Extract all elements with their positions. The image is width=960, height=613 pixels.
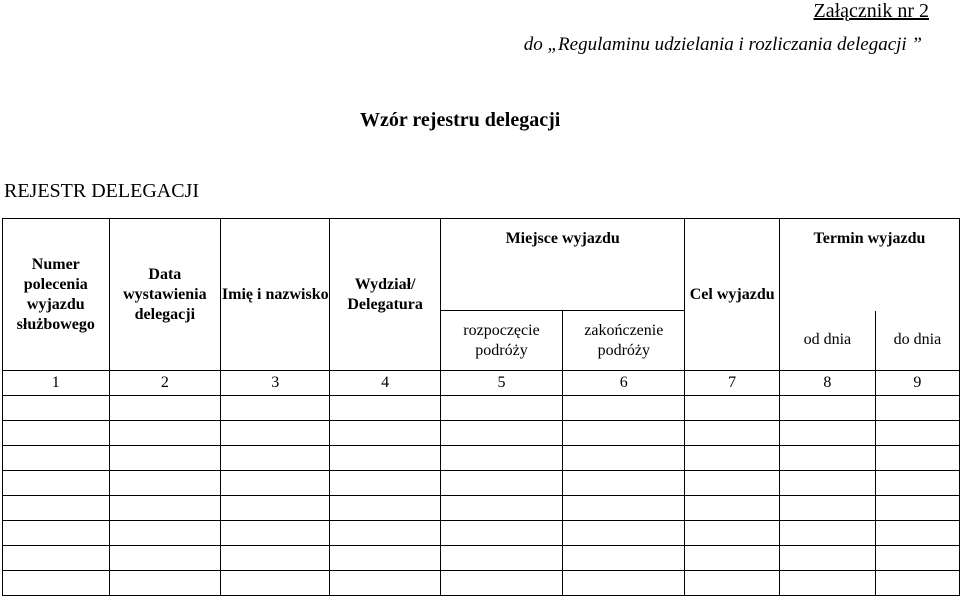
table-cell[interactable] xyxy=(3,571,110,596)
table-cell[interactable] xyxy=(3,421,110,446)
table-cell[interactable] xyxy=(779,521,875,546)
table-cell[interactable] xyxy=(685,546,779,571)
table-cell[interactable] xyxy=(440,521,562,546)
attachment-header xyxy=(814,0,930,22)
table-cell[interactable] xyxy=(875,421,959,446)
table-cell[interactable] xyxy=(330,546,440,571)
table-cell[interactable] xyxy=(109,546,221,571)
table-cell[interactable] xyxy=(875,496,959,521)
table-cell[interactable] xyxy=(563,396,685,421)
table-cell[interactable] xyxy=(779,571,875,596)
table-cell[interactable] xyxy=(440,421,562,446)
table-cell[interactable] xyxy=(685,396,779,421)
table-cell[interactable] xyxy=(563,571,685,596)
table-cell[interactable] xyxy=(3,546,110,571)
table-cell[interactable] xyxy=(109,496,221,521)
table-cell[interactable] xyxy=(875,396,959,421)
column-number: 2 xyxy=(109,371,221,396)
table-cell[interactable] xyxy=(109,421,221,446)
table-row xyxy=(3,421,960,446)
subheader-term-to: do dnia xyxy=(875,311,959,371)
form-title: Wzór rejestru delegacji xyxy=(360,109,561,131)
table-cell[interactable] xyxy=(221,421,330,446)
table-cell[interactable] xyxy=(563,546,685,571)
table-cell[interactable] xyxy=(221,446,330,471)
table-row xyxy=(3,496,960,521)
table-cell[interactable] xyxy=(221,546,330,571)
column-header-departure-place: Miejsce wyjazdu xyxy=(440,219,685,311)
table-cell[interactable] xyxy=(330,396,440,421)
column-number: 1 xyxy=(3,371,110,396)
table-cell[interactable] xyxy=(330,521,440,546)
column-number-row xyxy=(3,371,960,396)
table-cell[interactable] xyxy=(779,546,875,571)
table-cell[interactable] xyxy=(330,571,440,596)
table-cell[interactable] xyxy=(3,471,110,496)
table-cell[interactable] xyxy=(685,571,779,596)
table-row xyxy=(3,446,960,471)
regulation-reference: do „Regulaminu udzielania i rozliczania delegacji ” xyxy=(523,34,922,55)
table-cell[interactable] xyxy=(779,396,875,421)
table-cell[interactable] xyxy=(109,521,221,546)
table-row xyxy=(3,521,960,546)
table-cell[interactable] xyxy=(330,471,440,496)
table-cell[interactable] xyxy=(563,471,685,496)
subheader-departure-start: rozpoczęcie podróży xyxy=(440,311,562,371)
table-cell[interactable] xyxy=(330,421,440,446)
table-cell[interactable] xyxy=(685,421,779,446)
table-cell[interactable] xyxy=(3,396,110,421)
column-header-order-number: Numer polecenia wyjazdu służbowego xyxy=(3,219,110,371)
table-cell[interactable] xyxy=(685,471,779,496)
table-cell[interactable] xyxy=(3,521,110,546)
table-cell[interactable] xyxy=(779,471,875,496)
delegation-register-table xyxy=(2,218,960,596)
table-cell[interactable] xyxy=(3,496,110,521)
table-cell[interactable] xyxy=(875,571,959,596)
table-cell[interactable] xyxy=(109,471,221,496)
subheader-departure-end: zakończenie podróży xyxy=(563,311,685,371)
table-cell[interactable] xyxy=(330,446,440,471)
table-cell[interactable] xyxy=(685,446,779,471)
table-cell[interactable] xyxy=(779,421,875,446)
table-cell[interactable] xyxy=(875,546,959,571)
table-cell[interactable] xyxy=(109,396,221,421)
table-cell[interactable] xyxy=(779,446,875,471)
registry-title: REJESTR DELEGACJI xyxy=(4,180,199,202)
column-number: 5 xyxy=(440,371,562,396)
table-cell[interactable] xyxy=(875,471,959,496)
column-header-issue-date: Data wystawienia delegacji xyxy=(109,219,221,371)
column-number: 3 xyxy=(221,371,330,396)
column-header-full-name: Imię i nazwisko xyxy=(221,219,330,371)
table-cell[interactable] xyxy=(440,571,562,596)
table-cell[interactable] xyxy=(440,546,562,571)
table-row xyxy=(3,471,960,496)
table-cell[interactable] xyxy=(875,446,959,471)
table-cell[interactable] xyxy=(779,496,875,521)
column-number: 9 xyxy=(875,371,959,396)
table-cell[interactable] xyxy=(3,446,110,471)
table-cell[interactable] xyxy=(221,496,330,521)
table-cell[interactable] xyxy=(440,496,562,521)
table-cell[interactable] xyxy=(440,446,562,471)
table-cell[interactable] xyxy=(440,471,562,496)
attachment-label: Załącznik nr 2 xyxy=(813,0,929,22)
table-cell[interactable] xyxy=(685,521,779,546)
table-cell[interactable] xyxy=(440,396,562,421)
table-cell[interactable] xyxy=(221,471,330,496)
table-row xyxy=(3,396,960,421)
table-cell[interactable] xyxy=(330,496,440,521)
subheader-term-from: od dnia xyxy=(779,311,875,371)
table-cell[interactable] xyxy=(221,396,330,421)
table-cell[interactable] xyxy=(109,446,221,471)
column-header-purpose: Cel wyjazdu xyxy=(685,219,779,371)
table-cell[interactable] xyxy=(685,496,779,521)
table-cell[interactable] xyxy=(563,446,685,471)
table-row xyxy=(3,546,960,571)
column-header-term: Termin wyjazdu xyxy=(779,219,959,311)
table-cell[interactable] xyxy=(563,421,685,446)
table-cell[interactable] xyxy=(221,571,330,596)
column-number: 8 xyxy=(779,371,875,396)
column-number: 4 xyxy=(330,371,440,396)
table-cell[interactable] xyxy=(221,521,330,546)
column-number: 7 xyxy=(685,371,779,396)
table-row xyxy=(3,571,960,596)
table-cell[interactable] xyxy=(563,496,685,521)
table-cell[interactable] xyxy=(875,521,959,546)
column-number: 6 xyxy=(563,371,685,396)
column-header-department: Wydział/ Delegatura xyxy=(330,219,440,371)
table-cell[interactable] xyxy=(563,521,685,546)
table-cell[interactable] xyxy=(109,571,221,596)
